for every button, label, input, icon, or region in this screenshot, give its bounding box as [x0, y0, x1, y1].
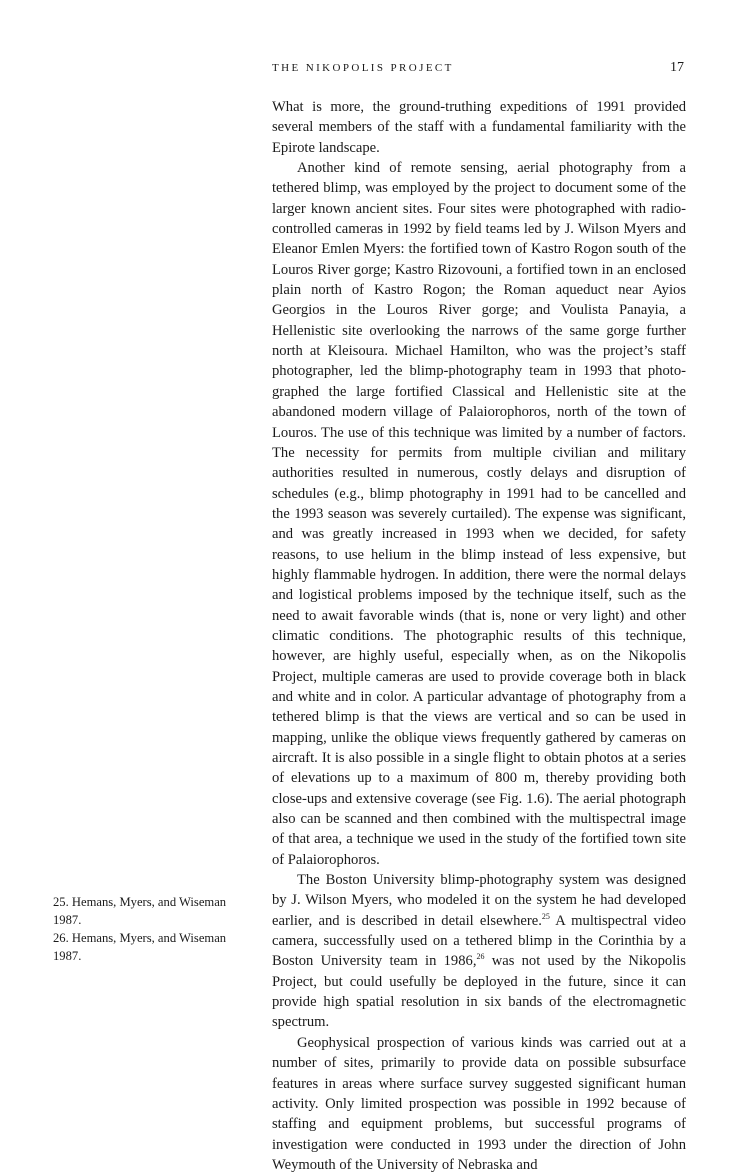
- footnote-25: 25. Hemans, Myers, and Wiseman 1987.: [53, 895, 227, 927]
- main-text: [272, 97, 686, 1175]
- footnote-ref-25: 25: [541, 911, 550, 921]
- footnote-26: 26. Hemans, Myers, and Wiseman 1987.: [53, 931, 227, 963]
- paragraph-3: [272, 870, 686, 1033]
- running-head: [272, 62, 684, 80]
- running-head-title: THE NIKOPOLIS PROJECT: [272, 62, 454, 74]
- paragraph-3-text-a: The Boston University blimp-photography system was designed by J. Wilson Myers, who modeled it on the system he had developed earlier, and is described in detail elsewhere.: [272, 872, 686, 929]
- paragraph-1: What is more, the ground-truthing expeditions of 1991 provided several members of the staff with a fundamental familiarity with the Epirote landscape.: [272, 99, 686, 156]
- paragraph-2: Another kind of remote sensing, aerial photography from a tethered blimp, was employed by the project to document some of the larger known ancient sites. Four sites were photographed with radio-controlled cameras in 1992 by field teams led by J. Wilson Myers and Eleanor Emlen Myers: the fortified town of Kastro Rogon south of the Louros River gorge; Kastro Rizovouni, a fortified town in an enclosed plain north of Kastro Rogon; the Roman aqueduct near Ayios Georgios in the Louros River gorge; and Voulista Panayia, a Hellenistic site overlooking the narrows of the same gorge further north at Kleisoura. Michael Hamilton, who was the project’s staff photographer, led the blimp-photography team in 1993 that photographed the large fortified Classical and Hellenistic site at the abandoned modern village of Palaiorophoros, north of the town of Louros. The use of this technique was limited by a number of factors. The necessity for permits from multiple civilian and military authorities resulted in numerous, costly delays and disruption of schedules (e.g., blimp photography in 1991 had to be cancelled and the 1993 season was severely curtailed). The expense was significant, and was greatly increased in 1993 when we decided, for safety reasons, to use helium in the blimp instead of less expensive, but highly flammable hydrogen. In addition, there were the normal delays and logistical problems imposed by the technique itself, such as the need to await favorable winds (that is, none or very light) and other climatic conditions. The photographic results of this technique, however, are highly useful, especially when, as on the Nikopolis Project, multiple cameras are used to provide coverage both in black and white and in color. A particular advantage of photography from a tethered blimp is that the views are vertical and so can be used in mapping, unlike the oblique views frequently gathered by cameras on aircraft. It is also possible in a single flight to obtain photos at a series of elevations up to a maximum of 800 m, thereby providing both close-ups and extensive coverage (see Fig. 1.6). The aerial photograph also can be scanned and then combined with the multispectral image of that area, a technique we used in the study of the fortified town site of Palaiorophoros.: [272, 160, 686, 868]
- paragraph-3-text-b: A multispectral video camera, successfully used on a tethered blimp in the Corinthia by a Boston University team in 1986,: [272, 912, 686, 970]
- footnotes: [53, 893, 248, 965]
- footnote-ref-26: 26: [476, 952, 485, 962]
- page-number: 17: [670, 60, 684, 75]
- paragraph-3-text-c: was not used by the Nikopolis Project, but could usefully be deployed in the future, since it can provide high spatial resolution in six bands of the electromagnetic spectrum.: [272, 953, 686, 1031]
- paragraph-4: Geophysical prospection of various kinds was carried out at a number of sites, primarily to provide data on possible subsurface features in areas where surface survey suggested significant human activity. Only limited prospection was possible in 1992 because of staffing and equipment problems, but successful programs of investigation were conducted in 1993 under the direction of John Weymouth of the University of Nebraska and: [272, 1034, 686, 1173]
